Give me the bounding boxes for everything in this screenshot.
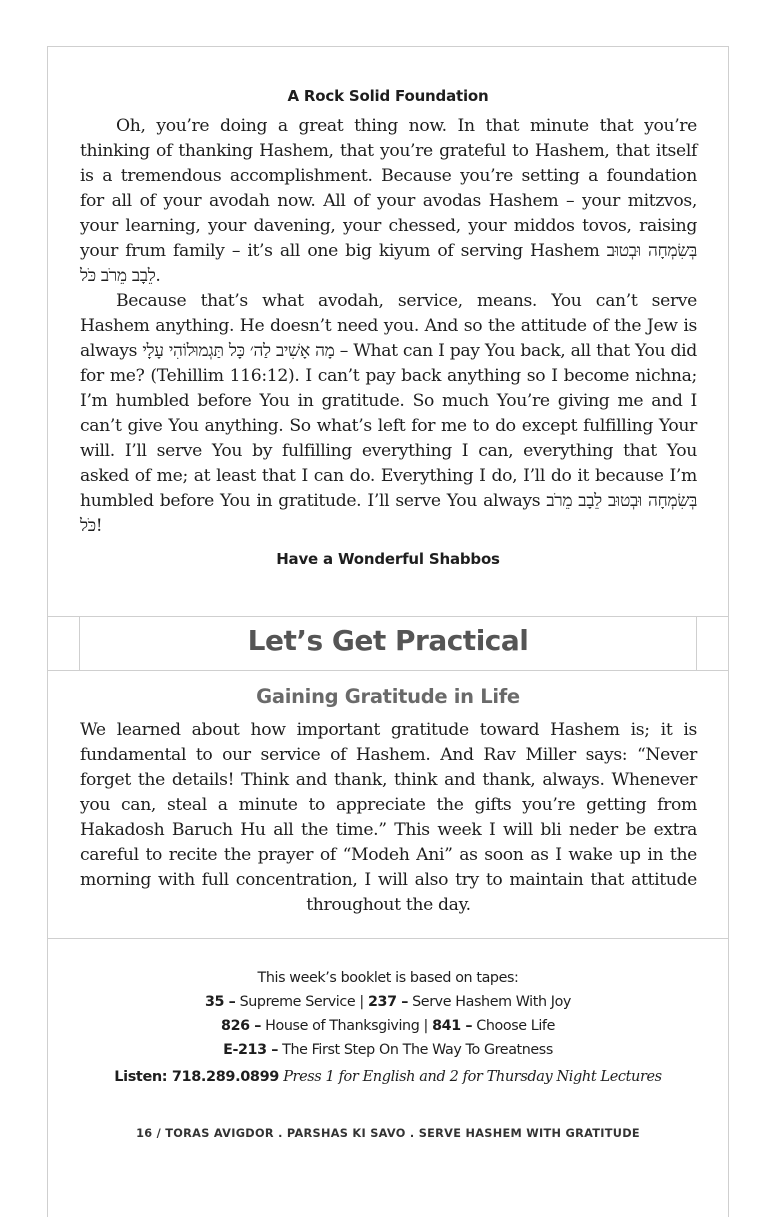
tapes-line-2 <box>47 1014 729 1038</box>
paragraph-1-end: . <box>155 266 161 286</box>
tape-title: Serve Hashem With Joy <box>412 994 571 1010</box>
paragraph-2-end: ! <box>95 516 103 536</box>
tape-title: Supreme Service <box>239 994 356 1010</box>
section-subtitle: Gaining Gratitude in Life <box>256 685 520 708</box>
listen-phone: Listen: 718.289.0899 <box>114 1069 279 1085</box>
paragraph-2-intro: Because that’s what avodah, service, means. You can’t serve Hashem anything. He doesn’t need you. And so the attitude of the Jew is always <box>80 291 697 361</box>
paragraph-1 <box>80 114 697 289</box>
tape-title: The First Step On The Way To Greatness <box>282 1042 553 1058</box>
hebrew-phrase: בְּשִׂמְחָה וּבְטוּב לֵבָב מֵרֹב כֹּל <box>80 241 697 286</box>
tape-number: 237 – <box>367 994 408 1010</box>
paragraph-2 <box>80 289 697 539</box>
listen-instructions: Press 1 for English and 2 for Thursday Night Lectures <box>283 1069 662 1085</box>
tape-number: 35 – <box>204 994 236 1010</box>
listen-line <box>47 1069 729 1085</box>
tape-number: E-213 – <box>223 1042 278 1058</box>
tapes-heading: This week’s booklet is based on tapes: <box>257 970 519 986</box>
practical-body: We learned about how important gratitude toward Hashem is; it is fundamental to our service of Hashem. And Rav Miller says: “Never forget the details! Think and thank, think and thank, always. Whenever you can, steal a minute to appreciate the gifts you’re getting from Hakadosh Baruch Hu all the time.” This week I will bli neder be extra careful to recite the prayer of “Modeh Ani” as soon as I wake up in the morning with full concentration, I will also try to maintain that attitude throughout the day. <box>80 720 697 915</box>
tape-number: 841 – <box>432 1018 473 1034</box>
tapes-list <box>47 966 729 1062</box>
tapes-line-1 <box>47 990 729 1014</box>
divider-bottom <box>47 670 728 671</box>
hebrew-phrase-end: בְּשִׂמְחָה וּבְטוּב לֵבָב מֵרֹב כֹּל <box>80 491 697 536</box>
hebrew-quote: מָה אָשִׁיב לַה׳ כָּל תַּגְמוּלוֹהִי עָלָי <box>142 341 335 361</box>
article-body <box>80 114 697 539</box>
tapes-line-3 <box>47 1038 729 1062</box>
closing-greeting: Have a Wonderful Shabbos <box>276 550 500 568</box>
tape-separator: | <box>423 1018 428 1034</box>
tape-title: Choose Life <box>476 1018 555 1034</box>
tape-number: 826 – <box>221 1018 261 1034</box>
paragraph-2-text: – What can I pay You back, all that You did for me? (Tehillim 116:12). I can’t pay back anything so I become nichna; I’m humbled before You in gratitude. So much You’re giving me and I can’t give You anything. So what’s left for me to do except fulfilling Your will. I’ll serve You by fulfilling everything I can, everything that You asked of me; at least that I can do. Everything I do, I’ll do it because I’m humbled before You in gratitude. I’ll serve You always <box>80 341 697 511</box>
tape-title: House of Thanksgiving <box>265 1018 420 1034</box>
article-title: A Rock Solid Foundation <box>287 87 489 105</box>
title-box-right <box>696 616 697 671</box>
divider-top <box>47 616 728 617</box>
paragraph-1-text: Oh, you’re doing a great thing now. In that minute that you’re thinking of thanking Hashem, that you’re grateful to Hashem, that itself is a tremendous accomplishment. Because you’re setting a foundation for all of your avodah now. All of your avodas Hashem – your mitzvos, your learning, your davening, your chessed, your middos tovos, raising your frum family – it’s all one big kiyum of serving Hashem <box>80 116 697 261</box>
divider-tapes <box>47 938 728 939</box>
tape-separator: | <box>359 994 364 1010</box>
section-title: Let’s Get Practical <box>247 624 529 657</box>
page-footer: 16 / TORAS AVIGDOR . PARSHAS KI SAVO . SERVE HASHEM WITH GRATITUDE <box>136 1127 640 1140</box>
